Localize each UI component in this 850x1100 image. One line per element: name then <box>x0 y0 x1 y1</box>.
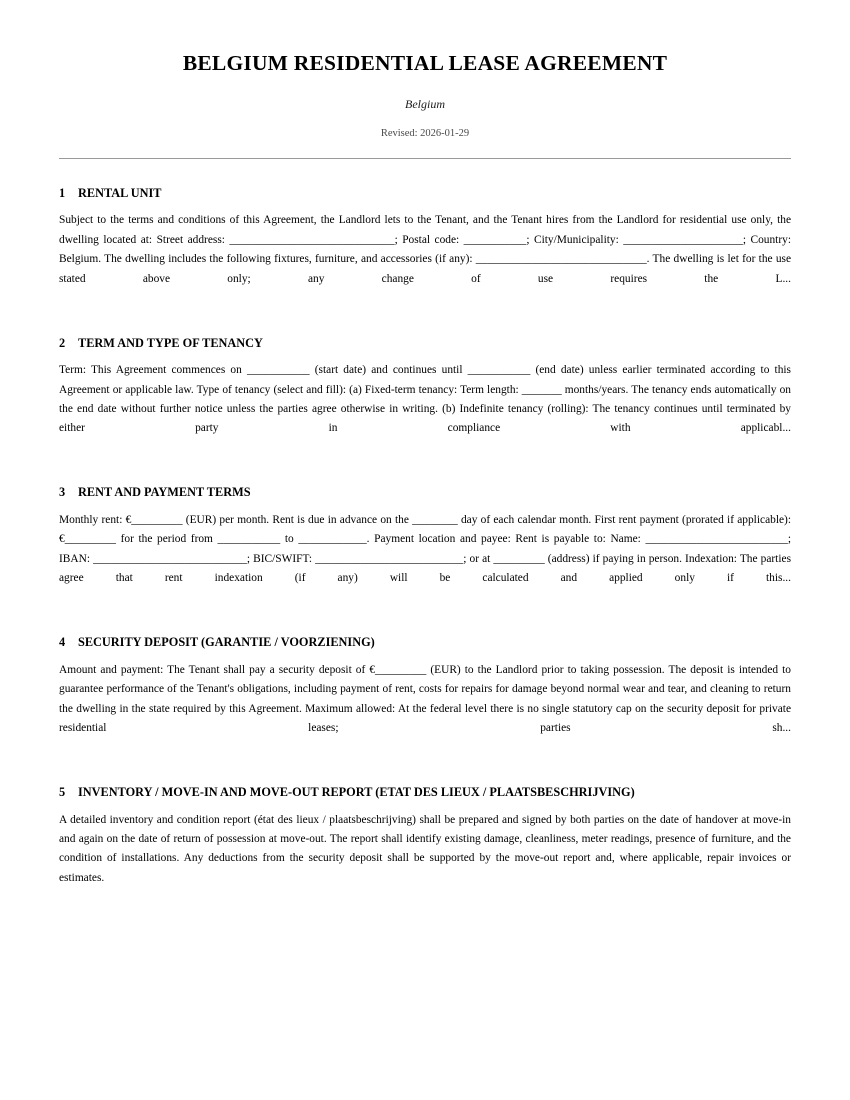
section-heading <box>59 309 791 351</box>
page-title: BELGIUM RESIDENTIAL LEASE AGREEMENT <box>182 51 668 75</box>
section-title: RENT AND PAYMENT TERMS <box>78 485 251 500</box>
section-paragraph: Subject to the terms and conditions of this Agreement, the Landlord lets to the Tenant, and the Tenant hires from the Landlord for residential use only, the dwelling located at: Street address: _____________________________; Postal code: ___________; City/Municipality: _____________________; Country: Belgium. The dwelling includes the following fixtures, furniture, and accessories (if any): ______________________________. The dwelling is let for the use stated above only; any change of use requires the L... <box>59 214 791 285</box>
section-number: 3 <box>59 485 66 500</box>
section-heading <box>59 758 791 800</box>
section-heading <box>59 458 791 500</box>
section-rent-and-payment-terms <box>59 458 791 608</box>
document-subtitle: Belgium <box>405 96 445 111</box>
section-paragraph: Term: This Agreement commences on ___________ (start date) and continues until ___________ (end date) unless earlier terminated according to this Agreement or applicable law. Type of tenancy (select and fill): (a) Fixed-term tenancy: Term length: _______ months/years. The tenancy ends automatically on the end date without further notice unless the parties agree otherwise in writing. (b) Indefinite tenancy (rolling): The tenancy continues until terminated by either party in compliance with applicabl... <box>59 364 791 435</box>
section-security-deposit <box>59 608 791 758</box>
section-paragraph: A detailed inventory and condition report (état des lieux / plaatsbeschrijving) shall be prepared and signed by both parties on the date of handover at move-in and again on the date of return of possession at move-out. The report shall identify existing damage, cleanliness, meter readings, presence of furniture, and the condition of installations. Any deductions from the security deposit shall be supported by the move-out report and, where applicable, repair invoices or estimates. <box>59 813 791 884</box>
section-heading <box>59 608 791 650</box>
section-heading <box>59 159 791 201</box>
section-number: 2 <box>59 335 66 350</box>
section-paragraph: Amount and payment: The Tenant shall pay a security deposit of €_________ (EUR) to the Landlord prior to taking possession. The deposit is intended to guarantee performance of the Tenant's obligations, including payment of rent, costs for repairs for damage beyond normal wear and tear, and cleaning to return the dwelling in the state required by this Agreement. Maximum allowed: At the federal level there is no single statutory cap on the security deposit for private residential leases; parties sh... <box>59 663 791 735</box>
document-content <box>59 0 791 908</box>
document-revised-date: Revised: 2026-01-29 <box>380 127 470 139</box>
section-paragraph: Monthly rent: €_________ (EUR) per month. Rent is due in advance on the ________ day of each calendar month. First rent payment (prorated if applicable): €_________ for the period from ___________ to ____________. Payment location and payee: Rent is payable to: Name: _________________________; IBAN: ___________________________; BIC/SWIFT: __________________________; or at _________ (address) if paying in person. Indexation: The parties agree that rent indexation (if any) will be calculated and applied only if this... <box>59 514 791 585</box>
section-title: TERM AND TYPE OF TENANCY <box>78 335 263 350</box>
section-inventory-move-in-move-out-report <box>59 758 791 908</box>
section-rental-unit <box>59 159 791 309</box>
section-title: RENTAL UNIT <box>78 185 162 200</box>
section-term-and-type-of-tenancy <box>59 309 791 459</box>
section-number: 4 <box>59 635 66 650</box>
section-title: INVENTORY / MOVE-IN AND MOVE-OUT REPORT (ETAT DES LIEUX / PLAATSBESCHRIJVING) <box>78 784 635 799</box>
section-title: SECURITY DEPOSIT (GARANTIE / VOORZIENING) <box>78 635 375 650</box>
section-number: 5 <box>59 784 66 799</box>
section-number: 1 <box>59 185 66 200</box>
